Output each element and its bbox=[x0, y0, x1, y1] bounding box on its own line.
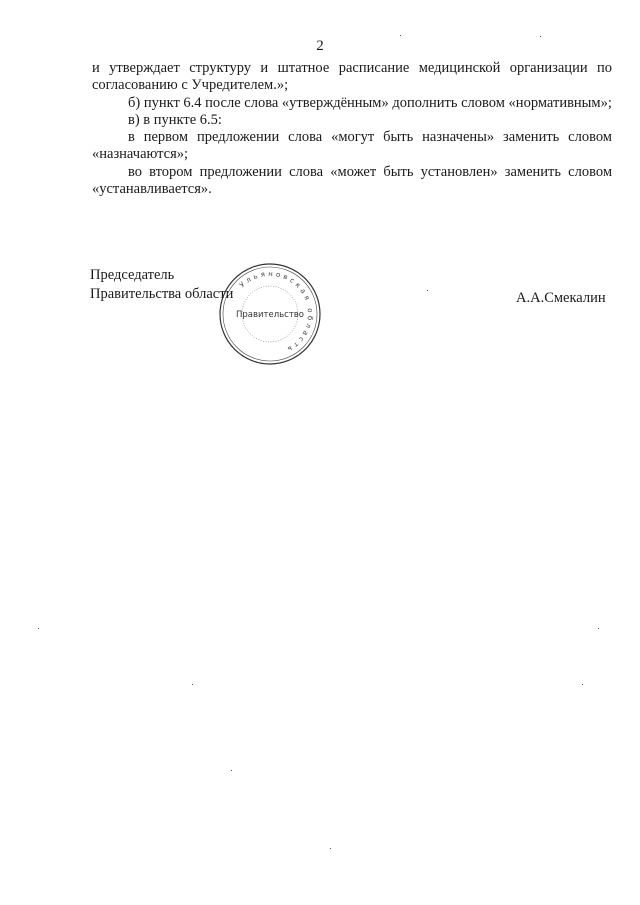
scan-speck bbox=[582, 684, 583, 685]
scan-speck bbox=[598, 628, 599, 629]
scan-speck bbox=[540, 36, 541, 37]
paragraph-2: б) пункт 6.4 после слова «утверждённым» дополнить словом «нормативным»; bbox=[128, 94, 612, 111]
scan-speck bbox=[400, 35, 401, 36]
paragraph-4: в первом предложении слова «могут быть назначены» заменить словом «назначаются»; bbox=[92, 129, 612, 163]
signatory-name: А.А.Смекалин bbox=[516, 290, 606, 306]
signatory-title-line-2: Правительства области bbox=[90, 286, 234, 302]
official-seal bbox=[218, 262, 322, 366]
paragraph-5: во втором предложении слова «может быть установлен» заменить словом «устанавливается». bbox=[92, 163, 612, 198]
seal-center-text: Правительство bbox=[236, 310, 304, 320]
scan-speck bbox=[330, 848, 331, 849]
signatory-title-line-1: Председатель bbox=[90, 267, 175, 283]
paragraph-3: в) в пункте 6.5: bbox=[128, 111, 222, 128]
document-body bbox=[92, 60, 612, 198]
signatory-title bbox=[90, 266, 233, 304]
scan-speck bbox=[38, 628, 39, 629]
scan-speck bbox=[231, 770, 232, 771]
seal-ring-text: Ульяновская область bbox=[238, 269, 315, 355]
page-number: 2 bbox=[316, 38, 324, 54]
scan-speck bbox=[427, 290, 428, 291]
paragraph-1: и утверждает структуру и штатное расписание медицинской организации по согласованию с Учредителем.»; bbox=[92, 60, 612, 94]
scan-speck bbox=[192, 684, 193, 685]
